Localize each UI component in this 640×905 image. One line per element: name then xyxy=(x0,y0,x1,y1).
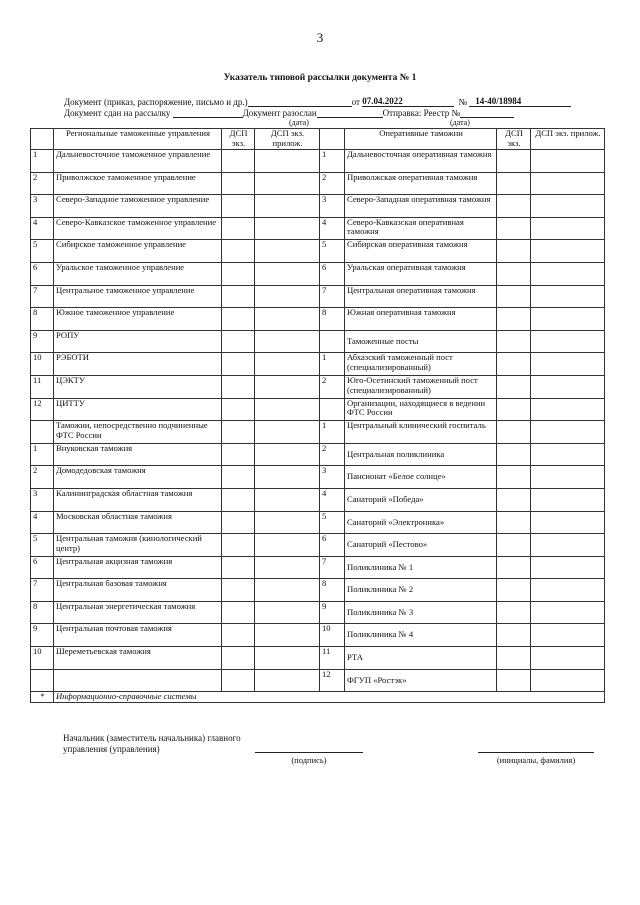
dsp-attachments-cell xyxy=(531,556,605,579)
row-number-right: 6 xyxy=(320,262,345,285)
dsp-attachments-cell xyxy=(255,308,320,331)
dsp-copies-cell xyxy=(497,556,531,579)
dsp-attachments-cell xyxy=(531,511,605,534)
dsp-attachments-cell xyxy=(531,488,605,511)
dsp-copies-cell xyxy=(497,150,531,173)
signature-line xyxy=(255,752,363,753)
dsp-copies-cell xyxy=(222,262,255,285)
dsp-copies-cell xyxy=(222,601,255,624)
table-header xyxy=(31,129,605,150)
operational-office-name: Поликлиника № 1 xyxy=(345,556,497,579)
table-row xyxy=(31,375,605,398)
operational-office-name: Сибирская оперативная таможня xyxy=(345,240,497,263)
header-dsp-attachments-left: ДСП экз. прилож. xyxy=(255,129,320,150)
header-dsp-attachments-right: ДСП экз. прилож. xyxy=(531,129,605,150)
table-row xyxy=(31,330,605,353)
header-regional: Региональные таможенные управления xyxy=(54,129,222,150)
row-number-left: 10 xyxy=(31,647,54,670)
row-number-right: 4 xyxy=(320,488,345,511)
dsp-copies-cell xyxy=(497,217,531,240)
dsp-attachments-cell xyxy=(531,195,605,218)
dsp-attachments-cell xyxy=(531,601,605,624)
operational-office-name: Санаторий «Электроника» xyxy=(345,511,497,534)
table-row xyxy=(31,195,605,218)
info-systems-label: Информационно-справочные системы xyxy=(54,692,605,703)
table-row xyxy=(31,217,605,240)
operational-office-name: Северо-Кавказская оперативная таможня xyxy=(345,217,497,240)
dsp-copies-cell xyxy=(222,579,255,602)
regional-office-name: Центральная почтовая таможня xyxy=(54,624,222,647)
regional-office-name: Калининградская областная таможня xyxy=(54,488,222,511)
regional-office-name: Таможни, непосредственно подчиненные ФТС России xyxy=(54,421,222,444)
row-number-right: 2 xyxy=(320,375,345,398)
dsp-copies-cell xyxy=(497,285,531,308)
row-number-right: 7 xyxy=(320,556,345,579)
table-row xyxy=(31,511,605,534)
dsp-copies-cell xyxy=(497,466,531,489)
header-operational: Оперативные таможни xyxy=(345,129,497,150)
regional-office-name: Уральское таможенное управление xyxy=(54,262,222,285)
dsp-attachments-cell xyxy=(531,669,605,692)
table-row xyxy=(31,308,605,331)
dsp-copies-cell xyxy=(497,195,531,218)
row-number-right: 11 xyxy=(320,647,345,670)
dsp-copies-cell xyxy=(222,624,255,647)
regional-office-name: Домодедовская таможня xyxy=(54,466,222,489)
dsp-copies-cell xyxy=(222,488,255,511)
dsp-attachments-cell xyxy=(531,421,605,444)
document-number: 14-40/18984 xyxy=(469,96,571,107)
row-number-right xyxy=(320,330,345,353)
operational-office-name: Северо-Западная оперативная таможня xyxy=(345,195,497,218)
row-number-right: 1 xyxy=(320,421,345,444)
dsp-attachments-cell xyxy=(255,172,320,195)
dsp-attachments-cell xyxy=(255,353,320,376)
row-number-left: 2 xyxy=(31,466,54,489)
row-number-right: 10 xyxy=(320,624,345,647)
dsp-copies-cell xyxy=(222,647,255,670)
dsp-attachments-cell xyxy=(255,421,320,444)
operational-office-name: РТА xyxy=(345,647,497,670)
row-number-left: 1 xyxy=(31,150,54,173)
dsp-copies-cell xyxy=(222,556,255,579)
row-number-left: 6 xyxy=(31,556,54,579)
dsp-attachments-cell xyxy=(255,195,320,218)
dsp-copies-cell xyxy=(497,534,531,557)
table-row xyxy=(31,172,605,195)
row-number-left: 6 xyxy=(31,262,54,285)
regional-office-name: Южное таможенное управление xyxy=(54,308,222,331)
dsp-attachments-cell xyxy=(255,240,320,263)
dsp-copies-cell xyxy=(497,669,531,692)
operational-office-name: Организации, находящиеся в ведении ФТС России xyxy=(345,398,497,421)
row-number-right: 7 xyxy=(320,285,345,308)
dsp-copies-cell xyxy=(497,511,531,534)
dsp-attachments-cell xyxy=(531,262,605,285)
dsp-copies-cell xyxy=(222,240,255,263)
regional-office-name xyxy=(54,669,222,692)
distribution-table xyxy=(30,128,605,703)
date-caption-2: (дата) xyxy=(450,118,470,127)
row-number-right xyxy=(320,398,345,421)
dsp-attachments-cell xyxy=(255,601,320,624)
table-row xyxy=(31,601,605,624)
operational-office-name: Таможенные посты xyxy=(345,330,497,353)
dsp-attachments-cell xyxy=(531,534,605,557)
dsp-copies-cell xyxy=(497,579,531,602)
operational-office-name: Уральская оперативная таможня xyxy=(345,262,497,285)
page-number: 3 xyxy=(316,30,324,45)
date-caption-1: (дата) xyxy=(289,118,309,127)
regional-office-name: Центральная таможня (кинологический центр) xyxy=(54,534,222,557)
operational-office-name: Центральная поликлиника xyxy=(345,443,497,466)
regional-office-name: ЦИТТУ xyxy=(54,398,222,421)
row-number-left: 12 xyxy=(31,398,54,421)
dsp-attachments-cell xyxy=(531,466,605,489)
row-number-left: 4 xyxy=(31,511,54,534)
regional-office-name: ЦЭКТУ xyxy=(54,375,222,398)
table-row xyxy=(31,669,605,692)
table-row xyxy=(31,556,605,579)
dsp-attachments-cell xyxy=(255,262,320,285)
dsp-attachments-cell xyxy=(255,285,320,308)
dsp-attachments-cell xyxy=(255,556,320,579)
distributed-label: Документ разослан xyxy=(242,108,317,118)
operational-office-name: Приволжская оперативная таможня xyxy=(345,172,497,195)
table-row xyxy=(31,262,605,285)
dsp-attachments-cell xyxy=(531,308,605,331)
dsp-attachments-cell xyxy=(255,443,320,466)
dsp-copies-cell xyxy=(497,488,531,511)
dsp-attachments-cell xyxy=(255,511,320,534)
dsp-attachments-cell xyxy=(255,624,320,647)
regional-office-name: Северо-Кавказское таможенное управление xyxy=(54,217,222,240)
table-row xyxy=(31,285,605,308)
dsp-copies-cell xyxy=(222,330,255,353)
row-number-left: 1 xyxy=(31,443,54,466)
regional-office-name: Северо-Западное таможенное управление xyxy=(54,195,222,218)
row-number-left: 8 xyxy=(31,308,54,331)
regional-office-name: Внуковская таможня xyxy=(54,443,222,466)
header-dsp-copies-left: ДСП экз. xyxy=(222,129,255,150)
row-number-left xyxy=(31,669,54,692)
signatory-position: Начальник (заместитель начальника) главного управления (управления) xyxy=(63,733,241,754)
dsp-attachments-cell xyxy=(531,285,605,308)
dsp-attachments-cell xyxy=(255,398,320,421)
table-row xyxy=(31,534,605,557)
dsp-copies-cell xyxy=(222,669,255,692)
dsp-copies-cell xyxy=(222,195,255,218)
dsp-attachments-cell xyxy=(531,398,605,421)
row-number-right: 1 xyxy=(320,353,345,376)
table-row xyxy=(31,421,605,444)
header-num-right xyxy=(320,129,345,150)
number-label: № xyxy=(458,97,468,107)
dsp-copies-cell xyxy=(222,217,255,240)
dsp-copies-cell xyxy=(497,172,531,195)
row-number-left: 3 xyxy=(31,195,54,218)
row-number-right: 2 xyxy=(320,172,345,195)
dsp-copies-cell xyxy=(497,601,531,624)
dsp-attachments-cell xyxy=(531,172,605,195)
dsp-copies-cell xyxy=(497,647,531,670)
regional-office-name: Дальневосточное таможенное управление xyxy=(54,150,222,173)
table-row xyxy=(31,353,605,376)
info-systems-row xyxy=(31,692,605,703)
operational-office-name: Центральный клинический госпиталь xyxy=(345,421,497,444)
table-row xyxy=(31,466,605,489)
row-number-right: 8 xyxy=(320,579,345,602)
row-number-right: 6 xyxy=(320,534,345,557)
dsp-attachments-cell xyxy=(531,217,605,240)
regional-office-name: Приволжское таможенное управление xyxy=(54,172,222,195)
operational-office-name: ФГУП «Ростэк» xyxy=(345,669,497,692)
row-number-right: 4 xyxy=(320,217,345,240)
row-number-right: 5 xyxy=(320,240,345,263)
dsp-attachments-cell xyxy=(255,579,320,602)
signature-caption: (подпись) xyxy=(291,755,327,765)
regional-office-name: РОПУ xyxy=(54,330,222,353)
dsp-copies-cell xyxy=(222,285,255,308)
dsp-attachments-cell xyxy=(531,624,605,647)
row-number-left: 2 xyxy=(31,172,54,195)
regional-office-name: Шереметьевская таможня xyxy=(54,647,222,670)
operational-office-name: Санаторий «Пестово» xyxy=(345,534,497,557)
row-number-left xyxy=(31,421,54,444)
document-date: 07.04.2022 xyxy=(362,96,454,107)
dsp-attachments-cell xyxy=(531,240,605,263)
operational-office-name: Санаторий «Победа» xyxy=(345,488,497,511)
dsp-copies-cell xyxy=(222,398,255,421)
name-caption: (инициалы, фамилия) xyxy=(496,755,576,765)
dsp-copies-cell xyxy=(222,443,255,466)
table-row xyxy=(31,579,605,602)
row-number-left: 3 xyxy=(31,488,54,511)
operational-office-name: Абхазский таможенный пост (специализированный) xyxy=(345,353,497,376)
dsp-copies-cell xyxy=(497,240,531,263)
dsp-copies-cell xyxy=(497,624,531,647)
table-row xyxy=(31,488,605,511)
operational-office-name: Поликлиника № 2 xyxy=(345,579,497,602)
row-number-left: 10 xyxy=(31,353,54,376)
operational-office-name: Поликлиника № 4 xyxy=(345,624,497,647)
regional-office-name: Центральная акцизная таможня xyxy=(54,556,222,579)
dsp-copies-cell xyxy=(222,534,255,557)
row-number-right: 3 xyxy=(320,466,345,489)
header-num-left xyxy=(31,129,54,150)
dsp-copies-cell xyxy=(222,466,255,489)
regional-office-name: Московская областная таможня xyxy=(54,511,222,534)
row-number-left: 9 xyxy=(31,330,54,353)
note-mark: * xyxy=(31,692,54,703)
from-label: от xyxy=(351,97,360,107)
dsp-copies-cell xyxy=(497,308,531,331)
row-number-left: 5 xyxy=(31,534,54,557)
dsp-copies-cell xyxy=(222,353,255,376)
table-row xyxy=(31,398,605,421)
dsp-attachments-cell xyxy=(255,330,320,353)
dsp-copies-cell xyxy=(222,172,255,195)
regional-office-name: Центральная базовая таможня xyxy=(54,579,222,602)
operational-office-name: Южная оперативная таможня xyxy=(345,308,497,331)
document-line xyxy=(64,96,571,107)
row-number-right: 2 xyxy=(320,443,345,466)
table-row xyxy=(31,647,605,670)
row-number-left: 11 xyxy=(31,375,54,398)
dsp-attachments-cell xyxy=(255,150,320,173)
dsp-attachments-cell xyxy=(531,375,605,398)
dsp-copies-cell xyxy=(497,443,531,466)
dsp-attachments-cell xyxy=(531,353,605,376)
row-number-right: 8 xyxy=(320,308,345,331)
dsp-copies-cell xyxy=(222,375,255,398)
name-line xyxy=(478,752,594,753)
regional-office-name: Центральное таможенное управление xyxy=(54,285,222,308)
operational-office-name: Дальневосточная оперативная таможня xyxy=(345,150,497,173)
dsp-copies-cell xyxy=(497,262,531,285)
regional-office-name: Центральная энергетическая таможня xyxy=(54,601,222,624)
dsp-copies-cell xyxy=(222,421,255,444)
row-number-left: 4 xyxy=(31,217,54,240)
operational-office-name: Поликлиника № 3 xyxy=(345,601,497,624)
row-number-right: 3 xyxy=(320,195,345,218)
dsp-attachments-cell xyxy=(255,466,320,489)
submitted-label: Документ сдан на рассылку xyxy=(64,108,171,118)
row-number-right: 1 xyxy=(320,150,345,173)
submission-line xyxy=(64,107,514,118)
table-row xyxy=(31,240,605,263)
dsp-attachments-cell xyxy=(255,647,320,670)
dsp-attachments-cell xyxy=(255,488,320,511)
dsp-copies-cell xyxy=(222,511,255,534)
document-type-label: Документ (приказ, распоряжение, письмо и др.) xyxy=(64,97,248,107)
dsp-attachments-cell xyxy=(255,375,320,398)
dsp-attachments-cell xyxy=(531,150,605,173)
operational-office-name: Центральная оперативная таможня xyxy=(345,285,497,308)
dispatch-label: Отправка: Реестр № xyxy=(382,108,461,118)
operational-office-name: Пансионат «Белое солнце» xyxy=(345,466,497,489)
dsp-copies-cell xyxy=(497,421,531,444)
dsp-copies-cell xyxy=(497,353,531,376)
row-number-left: 7 xyxy=(31,285,54,308)
row-number-left: 5 xyxy=(31,240,54,263)
dsp-copies-cell xyxy=(222,150,255,173)
operational-office-name: Юго-Осетинский таможенный пост (специализированный) xyxy=(345,375,497,398)
table-row xyxy=(31,150,605,173)
dsp-attachments-cell xyxy=(255,534,320,557)
dsp-attachments-cell xyxy=(255,217,320,240)
row-number-right: 12 xyxy=(320,669,345,692)
dsp-copies-cell xyxy=(222,308,255,331)
row-number-right: 5 xyxy=(320,511,345,534)
table-row xyxy=(31,443,605,466)
header-dsp-copies-right: ДСП экз. xyxy=(497,129,531,150)
dsp-attachments-cell xyxy=(531,647,605,670)
dsp-attachments-cell xyxy=(531,330,605,353)
dsp-attachments-cell xyxy=(531,579,605,602)
table-row xyxy=(31,624,605,647)
row-number-left: 7 xyxy=(31,579,54,602)
dsp-copies-cell xyxy=(497,375,531,398)
row-number-left: 9 xyxy=(31,624,54,647)
dsp-attachments-cell xyxy=(255,669,320,692)
dsp-copies-cell xyxy=(497,398,531,421)
row-number-left: 8 xyxy=(31,601,54,624)
regional-office-name: РЭБОТИ xyxy=(54,353,222,376)
dsp-attachments-cell xyxy=(531,443,605,466)
row-number-right: 9 xyxy=(320,601,345,624)
regional-office-name: Сибирское таможенное управление xyxy=(54,240,222,263)
document-title: Указатель типовой рассылки документа № 1 xyxy=(223,73,417,83)
dsp-copies-cell xyxy=(497,330,531,353)
